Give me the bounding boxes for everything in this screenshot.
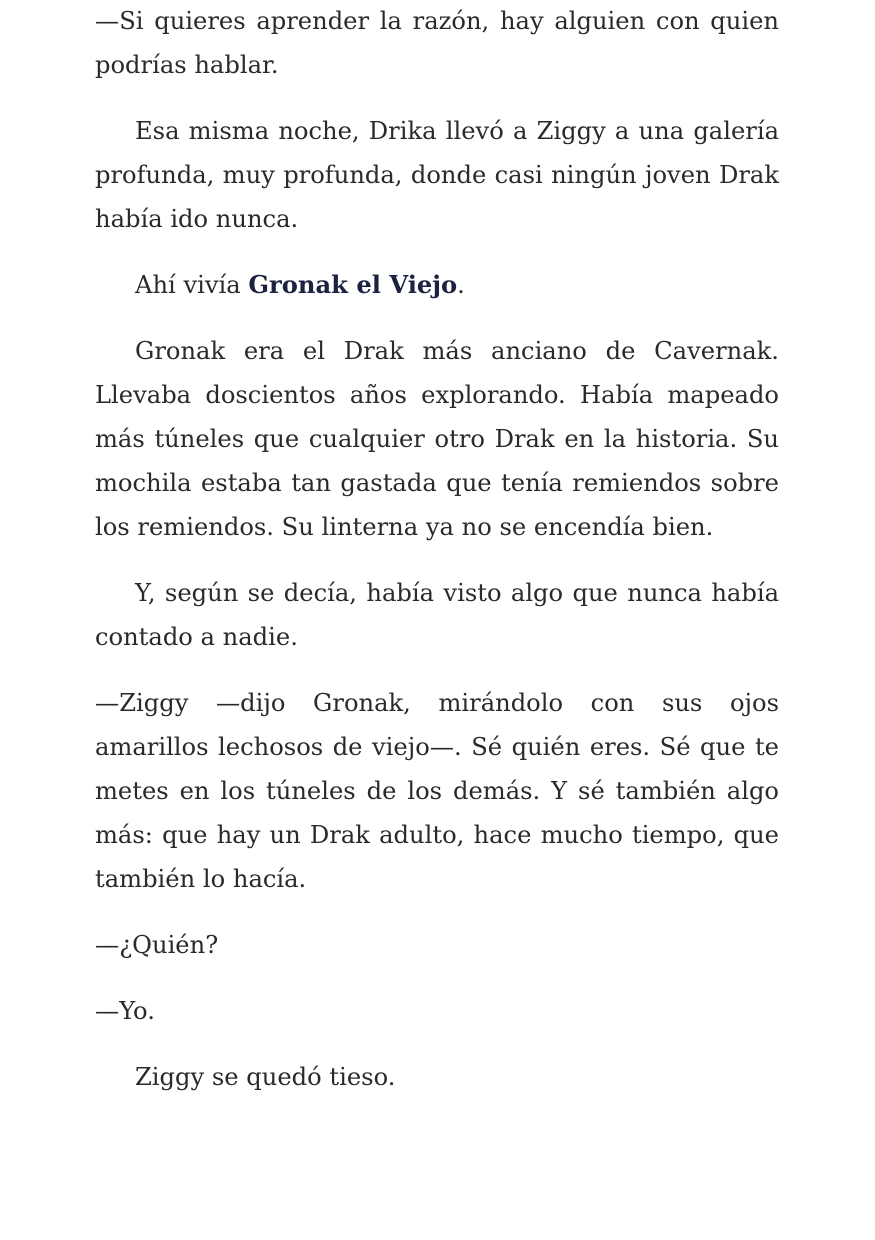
paragraph-gronak-intro [95,263,779,307]
paragraph-gronak-description: Gronak era el Drak más anciano de Cavernak. Llevaba doscientos años explorando. Había mapeado más túneles que cualquier otro Drak en la historia. Su mochila estaba tan gastada que tenía remiendos sobre los remiendos. Su linterna ya no se encendía bien. [95,337,779,541]
paragraph-gronak-secret: Y, según se decía, había visto algo que nunca había contado a nadie. [95,579,779,651]
gronak-intro-after: . [457,271,465,299]
book-page [95,0,779,1121]
gronak-name-highlight: Gronak el Viejo [248,270,458,299]
paragraph-dialogue-reason: —Si quieres aprender la razón, hay alguien con quien podrías hablar. [95,7,779,79]
paragraph-ziggy-stiff: Ziggy se quedó tieso. [135,1063,396,1091]
gronak-intro-before: Ahí vivía [135,271,249,299]
paragraph-dialogue-who: —¿Quién? [95,931,219,959]
paragraph-drika-gallery: Esa misma noche, Drika llevó a Ziggy a una galería profunda, muy profunda, donde casi ningún joven Drak había ido nunca. [95,117,779,233]
paragraph-dialogue-me: —Yo. [95,997,155,1025]
paragraph-gronak-speech: —Ziggy —dijo Gronak, mirándolo con sus ojos amarillos lechosos de viejo—. Sé quién eres. Sé que te metes en los túneles de los demás. Y sé también algo más: que hay un Drak adulto, hace mucho tiempo, que también lo hacía. [95,689,779,893]
